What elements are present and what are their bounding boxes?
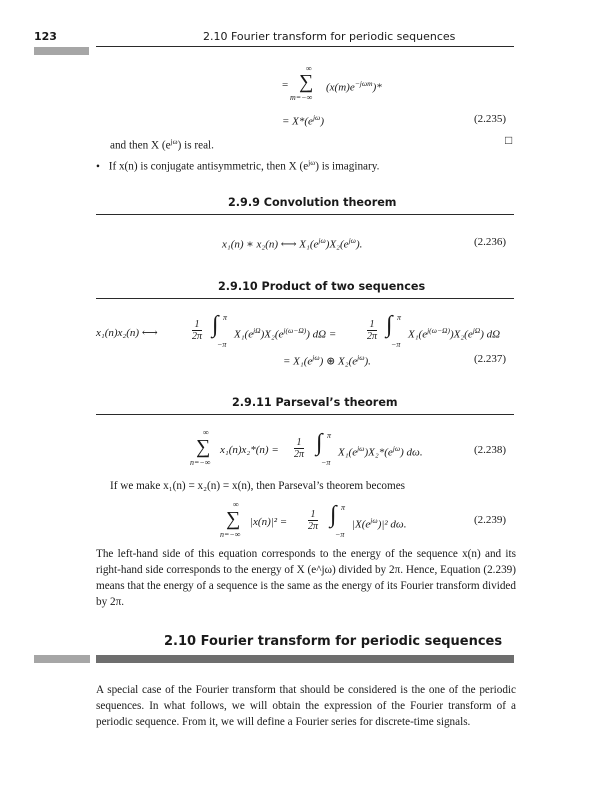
- eq238-sum-lower: n=−∞: [190, 458, 211, 467]
- equation-2-235-line2: = $X*(e^{j\omega})$: [282, 113, 324, 128]
- header-grey-bar: [34, 47, 89, 55]
- equation-2-238: [190, 428, 476, 470]
- eq239-frac: $\frac{1}{2\pi}$: [308, 509, 319, 532]
- parseval-intro: If we make x₁(n) = x₂(n) = x(n), then Parseval’s theorem becomes: [110, 480, 406, 492]
- equation-number-2-235: (2.235): [474, 113, 507, 125]
- equation-2-237-line1: [96, 310, 516, 350]
- eq239-int-symbol: ∫: [330, 502, 337, 528]
- page-number: 123: [34, 30, 57, 43]
- eq235-body: $(x(m)e^{-j\omega m})*$: [326, 79, 382, 94]
- section-heading-product: 2.9.10 Product of two sequences: [218, 280, 426, 293]
- bullet-marker: •: [96, 160, 100, 173]
- eq237-frac2: $\frac{1}{2\pi}$: [367, 319, 378, 342]
- eq239-int-lower: −π: [335, 530, 345, 539]
- section-dark-bar: [96, 655, 514, 663]
- eq239-sum-lower: n=−∞: [220, 530, 241, 539]
- eq238-sum-upper: ∞: [203, 428, 209, 437]
- eq238-lhs: x₁(n)x₂*(n) =: [220, 444, 279, 456]
- eq238-sum-symbol: ∑: [196, 436, 211, 458]
- energy-paragraph: The left-hand side of this equation corresponds to the energy of the sequence x(n) and its right-hand side corresponds to the energy of X (e^jω) divided by 2π. Hence, Equation (2.239) means that the energy of a sequence is the same as the energy of its Fourier transform divided by 2π.: [96, 548, 516, 608]
- eq237-int2-symbol: ∫: [386, 312, 393, 338]
- equation-2-236: x₁(n) ∗ x₂(n) ⟷ $X_1(e^{j\omega})X_2(e^{j\omega})$.: [222, 236, 363, 251]
- eq238-frac: $\frac{1}{2\pi}$: [294, 437, 305, 460]
- eq237-lhs: x₁(n)x₂(n) ⟷: [96, 327, 158, 339]
- eq239-lhs: |x(n)|² =: [250, 516, 288, 528]
- eq235-sum-lower: m=−∞: [290, 93, 313, 102]
- eq237-body1: $X_1(e^{j\Omega})X_2(e^{j(\omega-\Omega)}) d\Omega$ =: [234, 326, 337, 341]
- eq237-int1-lower: −π: [217, 340, 227, 349]
- eq238-body: $X_1(e^{j\omega})X_2*(e^{j\omega})$ dω.: [338, 444, 423, 459]
- section-heading-periodic: 2.10 Fourier transform for periodic sequences: [164, 634, 503, 649]
- real-statement: and then X $(e^{j\omega})$ is real.: [110, 137, 214, 152]
- eq239-int-upper: π: [341, 503, 346, 512]
- eq237-int2-upper: π: [397, 313, 402, 322]
- qed-symbol: □: [505, 133, 513, 147]
- eq235-sum-symbol: ∑: [299, 71, 314, 93]
- equation-number-2-239: (2.239): [474, 514, 507, 526]
- eq238-int-upper: π: [327, 431, 332, 440]
- bullet-item: • If x(n) is conjugate antisymmetric, then X $(e^{j\omega})$ is imaginary.: [96, 158, 380, 173]
- equation-number-2-238: (2.238): [474, 444, 507, 456]
- eq235-sum-upper: ∞: [306, 64, 312, 73]
- eq239-sum-upper: ∞: [233, 500, 239, 509]
- section-heading-convolution: 2.9.9 Convolution theorem: [228, 196, 397, 209]
- periodic-paragraph: A special case of the Fourier transform that should be considered is the one of the periodic sequences. In what follows, we will obtain the expression of the Fourier transform of a periodic sequence. From it, we will define a Fourier series for discrete-time signals.: [96, 684, 516, 728]
- header-rule: [96, 46, 514, 47]
- equation-2-235-line1: [282, 64, 452, 104]
- equation-number-2-236: (2.236): [474, 236, 507, 248]
- section-rule-convolution: [96, 214, 514, 215]
- section-heading-parseval: 2.9.11 Parseval’s theorem: [232, 396, 398, 409]
- eq238-int-symbol: ∫: [316, 430, 323, 456]
- running-title: 2.10 Fourier transform for periodic sequences: [203, 30, 456, 43]
- eq239-body: $|X(e^{j\omega})|^2$ dω.: [352, 516, 407, 531]
- equation-2-239: [220, 500, 476, 542]
- equation-number-2-237: (2.237): [474, 353, 507, 365]
- section-grey-bar: [34, 655, 90, 663]
- eq235-equals: =: [282, 79, 289, 91]
- eq237-body2: $X_1(e^{j(\omega-\Omega)})X_2(e^{j\Omega})$ dΩ: [408, 326, 501, 341]
- eq237-int1-upper: π: [223, 313, 228, 322]
- eq237-int1-symbol: ∫: [212, 312, 219, 338]
- equation-2-237-line2: = $X_1(e^{j\omega})$ ⊛ $X_2(e^{j\omega})$.: [283, 353, 371, 368]
- eq238-int-lower: −π: [321, 458, 331, 467]
- eq239-sum-symbol: ∑: [226, 508, 241, 530]
- section-rule-product: [96, 298, 514, 299]
- eq237-frac1: $\frac{1}{2\pi}$: [192, 319, 203, 342]
- section-rule-parseval: [96, 414, 514, 415]
- eq237-int2-lower: −π: [391, 340, 401, 349]
